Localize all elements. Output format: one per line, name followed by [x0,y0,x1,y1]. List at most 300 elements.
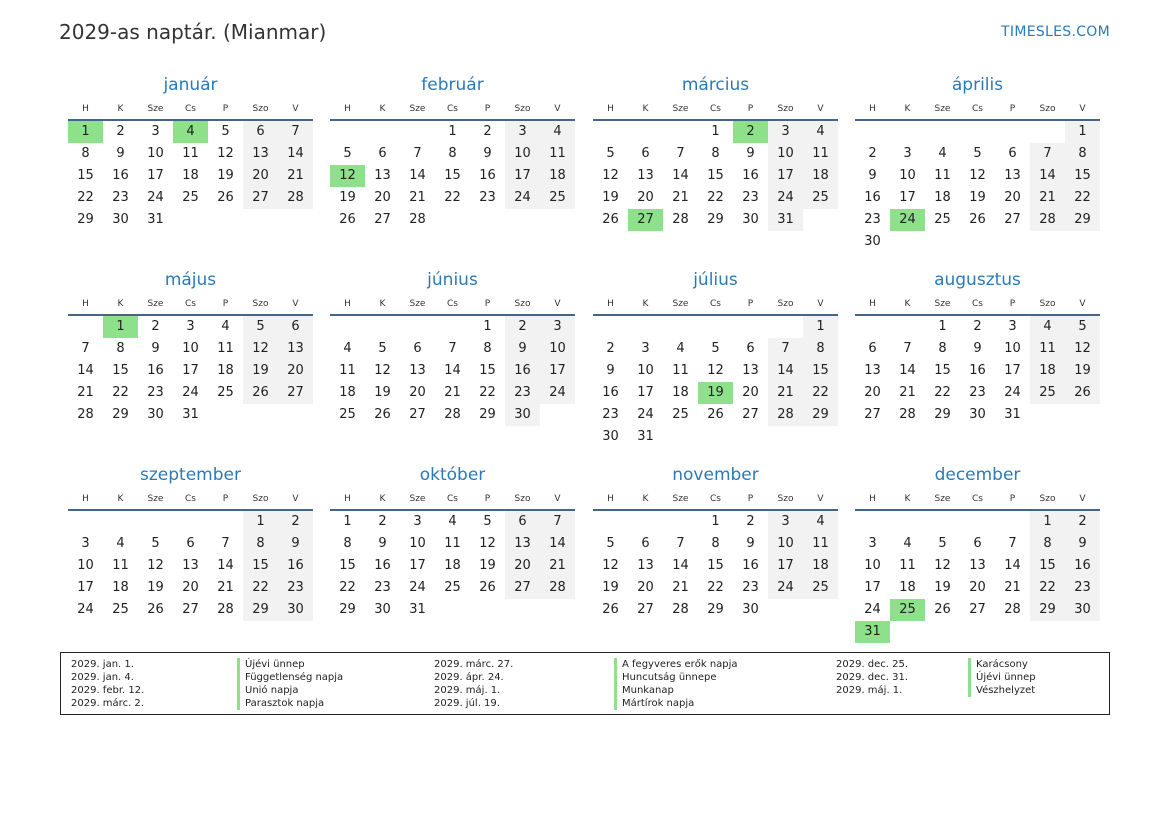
empty-cell [855,511,890,533]
day-cell: 14 [217,558,234,573]
day-cell: 4 [1030,316,1065,338]
holiday-day-cell: 1 [103,316,138,338]
day-cell: 25 [112,602,129,617]
day-cell: 8 [243,533,278,555]
weekday-header [330,99,575,121]
day-cell: 15 [1065,165,1100,187]
legend-holiday-name: Mártírok napja [614,697,738,710]
day-cell: 21 [540,555,575,577]
day-cell: 31 [182,407,199,422]
empty-cell [138,511,173,533]
day-cell: 25 [182,190,199,205]
day-cell: 15 [707,558,724,573]
day-cell: 25 [803,187,838,209]
day-cell: 31 [768,209,803,231]
empty-cell [1030,121,1065,143]
day-cell: 18 [1030,360,1065,382]
weekday-label: H [344,104,351,114]
day-cell: 22 [339,580,356,595]
weekday-label: P [747,299,754,309]
day-cell: 21 [278,165,313,187]
day-cell: 7 [1030,143,1065,165]
day-cell: 11 [672,363,689,378]
day-cell: 15 [339,558,356,573]
legend-holiday-name: Parasztok napja [237,697,343,710]
weekday-label: V [817,104,824,114]
day-cell: 23 [602,407,619,422]
weekday-label: H [607,299,614,309]
weekday-label: K [642,104,649,114]
month-calendar [593,269,838,448]
day-cell: 13 [409,363,426,378]
day-cell: 10 [899,168,916,183]
day-cell: 25 [934,212,951,227]
legend-holiday-name: Munkanap [614,684,738,697]
weekday-label: Cs [185,299,196,309]
weekday-label: V [292,299,299,309]
day-cell: 25 [803,577,838,599]
weekday-label: Cs [447,299,458,309]
day-grid [68,316,313,426]
weekday-label: P [222,299,229,309]
weekday-label: K [379,494,386,504]
legend-names [968,658,1036,697]
weekday-label: H [607,104,614,114]
month-name: január [163,75,218,95]
day-cell: 7 [676,146,685,161]
day-cell: 7 [448,341,457,356]
day-cell: 14 [77,363,94,378]
day-cell: 26 [243,382,278,404]
day-cell: 28 [768,404,803,426]
day-cell: 30 [374,602,391,617]
day-cell: 29 [479,407,496,422]
legend-date: 2029. ápr. 24. [434,672,504,683]
weekday-label: Szo [252,494,269,504]
day-cell: 13 [864,363,881,378]
day-cell: 24 [768,187,803,209]
page-title: 2029-as naptár. (Mianmar) [59,20,327,44]
day-cell: 9 [868,168,877,183]
day-cell: 13 [1004,168,1021,183]
day-cell: 16 [147,363,164,378]
weekday-label: H [869,494,876,504]
day-cell: 19 [1065,360,1100,382]
holiday-day-cell: 12 [330,165,365,187]
empty-cell [855,316,890,338]
day-cell: 12 [602,168,619,183]
holiday-day-cell: 24 [890,209,925,231]
legend-holiday-name: Vészhelyzet [968,684,1036,697]
day-cell: 3 [151,124,160,139]
day-cell: 17 [147,168,164,183]
day-cell: 13 [637,558,654,573]
weekday-label: Cs [710,104,721,114]
day-cell: 12 [707,363,724,378]
day-cell: 22 [1030,577,1065,599]
empty-cell [890,316,925,338]
weekday-header [68,294,313,316]
legend-date: 2029. dec. 25. [836,659,909,670]
day-cell: 12 [1065,338,1100,360]
weekday-label: Cs [447,104,458,114]
day-cell: 15 [77,168,94,183]
weekday-label: Sze [409,104,426,114]
weekday-label: K [904,299,911,309]
day-cell: 19 [479,558,496,573]
day-cell: 27 [182,602,199,617]
day-cell: 17 [637,385,654,400]
weekday-label: Szo [252,299,269,309]
month-calendar [68,464,313,621]
day-cell: 7 [1008,536,1017,551]
empty-cell [628,121,663,143]
day-cell: 6 [973,536,982,551]
day-cell: 13 [969,558,986,573]
day-cell: 10 [540,338,575,360]
day-grid [855,316,1100,426]
day-cell: 14 [768,360,803,382]
day-cell: 2 [606,341,615,356]
weekday-label: Szo [777,494,794,504]
weekday-label: Szo [777,299,794,309]
day-cell: 6 [1008,146,1017,161]
legend-holiday-name: Karácsony [968,658,1036,671]
day-cell: 22 [1065,187,1100,209]
weekday-label: Sze [147,299,164,309]
day-cell: 29 [707,602,724,617]
day-cell: 6 [278,316,313,338]
day-cell: 13 [637,168,654,183]
month-name: július [693,270,738,290]
brand-link[interactable]: TIMESLES.COM [1001,24,1110,40]
day-cell: 31 [147,212,164,227]
day-cell: 24 [637,407,654,422]
day-cell: 5 [606,146,615,161]
day-cell: 21 [217,580,234,595]
day-cell: 18 [899,580,916,595]
empty-cell [593,121,628,143]
month-calendar [68,269,313,426]
weekday-label: Sze [934,299,951,309]
day-cell: 6 [378,146,387,161]
month-name: február [421,75,484,95]
day-cell: 9 [151,341,160,356]
weekday-label: K [117,494,124,504]
weekday-label: H [82,104,89,114]
weekday-header [330,489,575,511]
day-cell: 20 [864,385,881,400]
day-cell: 1 [343,514,352,529]
day-cell: 26 [374,407,391,422]
day-cell: 28 [1004,602,1021,617]
holiday-day-cell: 27 [628,209,663,231]
weekday-label: K [904,494,911,504]
day-cell: 3 [505,121,540,143]
day-cell: 26 [217,190,234,205]
day-cell: 5 [938,536,947,551]
weekday-label: V [1079,494,1086,504]
empty-cell [593,316,628,338]
day-cell: 30 [505,404,540,426]
day-cell: 26 [934,602,951,617]
day-cell: 26 [1065,382,1100,404]
day-cell: 21 [409,190,426,205]
day-cell: 16 [505,360,540,382]
month-calendar [330,74,575,231]
weekday-label: H [82,299,89,309]
month-calendar [855,464,1100,643]
day-cell: 21 [899,385,916,400]
day-cell: 3 [903,146,912,161]
day-cell: 4 [221,319,230,334]
day-cell: 16 [742,558,759,573]
empty-cell [925,511,960,533]
legend-names [237,658,343,710]
weekday-label: V [554,104,561,114]
day-cell: 19 [602,190,619,205]
day-grid [330,511,575,621]
day-cell: 5 [973,146,982,161]
day-cell: 13 [182,558,199,573]
day-cell: 18 [934,190,951,205]
day-grid [330,316,575,426]
weekday-label: H [344,494,351,504]
day-cell: 1 [711,514,720,529]
day-cell: 26 [479,580,496,595]
day-cell: 23 [1065,577,1100,599]
day-cell: 6 [505,511,540,533]
day-cell: 22 [803,382,838,404]
day-cell: 29 [803,404,838,426]
day-cell: 16 [864,190,881,205]
day-cell: 6 [641,146,650,161]
day-cell: 8 [1065,143,1100,165]
day-cell: 21 [768,382,803,404]
day-cell: 2 [278,511,313,533]
empty-cell [995,121,1030,143]
day-cell: 19 [934,580,951,595]
day-cell: 4 [903,536,912,551]
holiday-day-cell: 1 [68,121,103,143]
month-name: március [681,75,750,95]
day-cell: 12 [969,168,986,183]
day-cell: 8 [483,341,492,356]
holiday-day-cell: 4 [173,121,208,143]
day-cell: 3 [186,319,195,334]
weekday-label: K [379,104,386,114]
day-cell: 17 [540,360,575,382]
day-cell: 5 [151,536,160,551]
weekday-label: Sze [934,104,951,114]
day-cell: 23 [742,190,759,205]
day-cell: 12 [602,558,619,573]
weekday-label: H [869,299,876,309]
day-cell: 21 [672,580,689,595]
empty-cell [995,511,1030,533]
month-name: október [419,465,486,485]
day-cell: 30 [864,234,881,249]
weekday-label: K [904,104,911,114]
day-cell: 8 [116,341,125,356]
day-cell: 3 [413,514,422,529]
day-cell: 18 [672,385,689,400]
day-cell: 30 [278,599,313,621]
legend-dates [71,658,144,710]
day-cell: 16 [742,168,759,183]
day-cell: 15 [707,168,724,183]
day-cell: 9 [483,146,492,161]
weekday-header [330,294,575,316]
day-cell: 1 [1030,511,1065,533]
weekday-label: Sze [672,104,689,114]
day-cell: 11 [803,533,838,555]
month-name: november [672,465,759,485]
empty-cell [663,316,698,338]
day-cell: 3 [768,121,803,143]
day-cell: 4 [116,536,125,551]
weekday-label: Sze [147,104,164,114]
empty-cell [365,121,400,143]
day-cell: 20 [374,190,391,205]
day-cell: 8 [1030,533,1065,555]
day-cell: 22 [112,385,129,400]
empty-cell [628,316,663,338]
weekday-label: V [292,104,299,114]
day-cell: 6 [868,341,877,356]
weekday-label: V [554,299,561,309]
day-cell: 28 [540,577,575,599]
day-cell: 14 [672,558,689,573]
day-cell: 13 [505,533,540,555]
day-cell: 8 [81,146,90,161]
day-cell: 20 [1004,190,1021,205]
day-cell: 22 [934,385,951,400]
day-cell: 17 [768,555,803,577]
day-cell: 8 [938,341,947,356]
day-cell: 29 [1030,599,1065,621]
legend-date: 2029. márc. 2. [71,698,144,709]
day-cell: 23 [278,577,313,599]
day-cell: 5 [221,124,230,139]
day-cell: 13 [278,338,313,360]
day-cell: 20 [637,580,654,595]
weekday-label: P [1009,299,1016,309]
weekday-label: K [379,299,386,309]
day-cell: 4 [803,121,838,143]
day-cell: 18 [217,363,234,378]
day-cell: 2 [378,514,387,529]
day-cell: 2 [1065,511,1100,533]
day-cell: 30 [742,212,759,227]
day-cell: 15 [444,168,461,183]
weekday-header [855,294,1100,316]
day-cell: 23 [374,580,391,595]
empty-cell [103,511,138,533]
legend-holiday-name: Függetlenség napja [237,671,343,684]
weekday-label: Sze [672,494,689,504]
day-cell: 10 [182,341,199,356]
day-cell: 28 [77,407,94,422]
day-cell: 27 [637,602,654,617]
holiday-day-cell: 25 [890,599,925,621]
day-cell: 10 [147,146,164,161]
weekday-label: P [747,104,754,114]
weekday-label: P [747,494,754,504]
day-cell: 11 [217,341,234,356]
day-cell: 5 [378,341,387,356]
empty-cell [593,511,628,533]
day-cell: 30 [969,407,986,422]
day-cell: 16 [479,168,496,183]
day-cell: 20 [409,385,426,400]
day-cell: 5 [606,536,615,551]
month-calendar [593,74,838,231]
day-cell: 3 [1008,319,1017,334]
month-calendar [855,269,1100,426]
weekday-label: Cs [185,104,196,114]
day-cell: 7 [81,341,90,356]
day-cell: 11 [339,363,356,378]
day-cell: 31 [1004,407,1021,422]
weekday-label: Cs [972,494,983,504]
day-cell: 4 [938,146,947,161]
weekday-label: H [869,104,876,114]
day-cell: 6 [413,341,422,356]
day-cell: 9 [116,146,125,161]
month-name: szeptember [140,465,241,485]
day-cell: 1 [803,316,838,338]
day-cell: 8 [343,536,352,551]
day-cell: 15 [803,360,838,382]
weekday-label: Sze [934,494,951,504]
day-cell: 13 [374,168,391,183]
legend-date: 2029. jan. 4. [71,672,134,683]
day-grid [593,511,838,621]
day-cell: 28 [1030,209,1065,231]
empty-cell [330,316,365,338]
day-cell: 25 [1030,382,1065,404]
day-cell: 11 [803,143,838,165]
weekday-label: P [1009,494,1016,504]
empty-cell [365,316,400,338]
day-grid [330,121,575,231]
weekday-label: Cs [972,299,983,309]
day-cell: 24 [147,190,164,205]
day-cell: 27 [243,187,278,209]
weekday-label: V [817,299,824,309]
month-name: április [951,75,1004,95]
day-cell: 4 [676,341,685,356]
day-cell: 24 [77,602,94,617]
day-cell: 18 [339,385,356,400]
day-cell: 20 [182,580,199,595]
day-cell: 11 [182,146,199,161]
day-cell: 13 [243,143,278,165]
day-cell: 23 [969,385,986,400]
day-cell: 27 [278,382,313,404]
day-cell: 17 [899,190,916,205]
day-cell: 22 [707,190,724,205]
day-cell: 2 [116,124,125,139]
day-cell: 9 [606,363,615,378]
legend-date: 2029. febr. 12. [71,685,145,696]
weekday-label: Sze [409,299,426,309]
legend-holiday-name: Unió napja [237,684,343,697]
weekday-label: H [82,494,89,504]
day-cell: 14 [540,533,575,555]
day-cell: 25 [672,407,689,422]
